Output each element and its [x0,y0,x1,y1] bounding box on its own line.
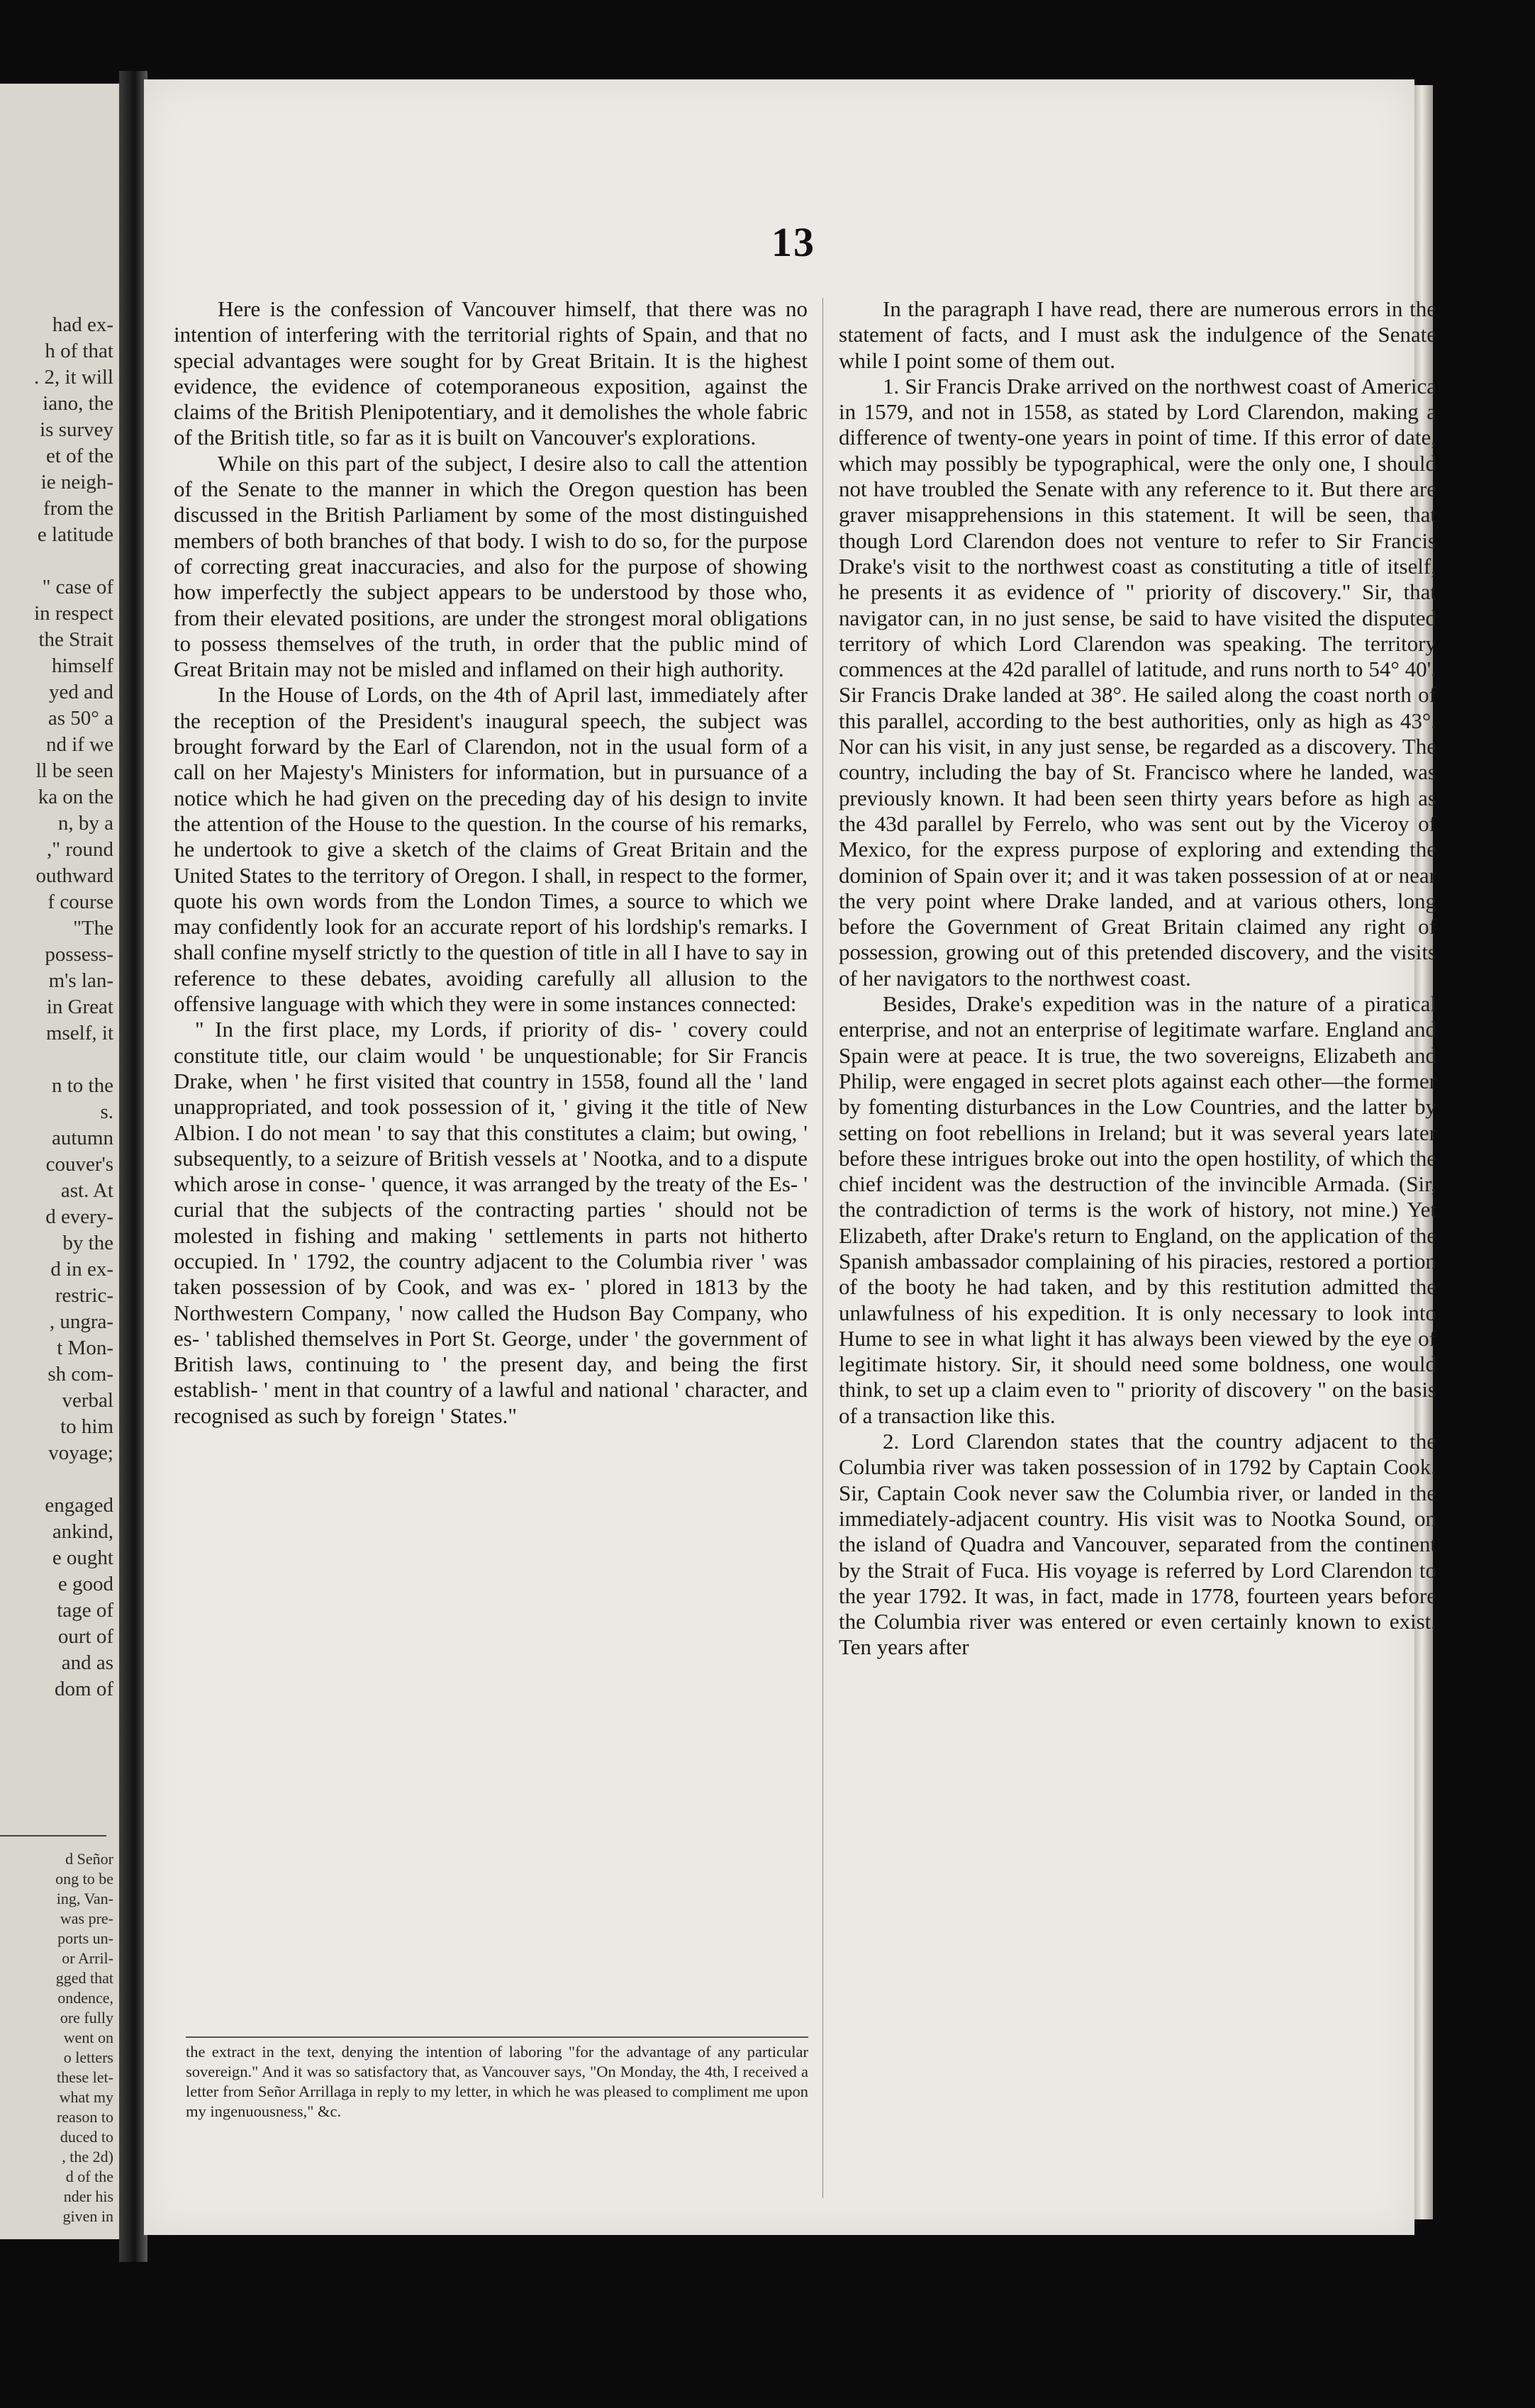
left-page-footnote-line: d Señor [65,1850,113,1868]
left-page-line: ka on the [38,786,113,808]
right-column [839,296,1436,1661]
left-page-footnote-line: ports un- [57,1929,113,1947]
left-page-line: e ought [52,1546,113,1569]
book-gutter [119,71,147,2262]
left-page-line: d every- [45,1205,113,1228]
left-page-footnote-line: nder his [63,2187,113,2205]
left-page-line: "The [73,917,113,940]
left-page-line: autumn [52,1127,113,1149]
left-page-line: s. [100,1100,113,1123]
left-page-line: the Strait [38,628,113,651]
left-page-line: f course [48,891,113,913]
paragraph: 1. Sir Francis Drake arrived on the northwest coast of America in 1579, and not in 1558, as stated by Lord Clarendon, making a difference of twenty-one years in point of time. If this error of date, which may possibly be typographical, were the only one, I should not have troubled the Senate with any reference to it. But there are graver misapprehensions in this statement. It will be seen, that though Lord Clarendon does not venture to refer to Sir Francis Drake's visit to the northwest coast as constituting a title of itself, he presents it as evidence of " priority of discovery." Sir, that navigator can, in no just sense, be said to have visited the disputed territory of which Lord Clarendon was speaking. The territory commences at the 42d parallel of latitude, and runs north to 54° 40'. Sir Francis Drake landed at 38°. He sailed along the coast north of this parallel, according to the best authorities, only as high as 43°. Nor can his visit, in any just sense, be regarded as a discovery. The country, including the bay of St. Francisco where he landed, was previously known. It had been seen thirty years before as high as the 43d parallel by Ferrelo, who was sent out by the Viceroy of Mexico, for the express purpose of exploring and extending the dominion of Spain over it; and it was taken possession of at or near the very point where Drake landed, and at various others, long before the Government of Great Britain claimed any right of possession, growing out of this pretended discovery, and the visits of her navigators to the northwest coast. [839,373,1436,991]
page-number: 13 [771,219,815,265]
left-page-footnote-line: these let- [56,2068,113,2086]
left-page-footnote-rule [0,1835,106,1836]
left-page-line: m's lan- [48,969,113,992]
footnote-rule [186,2036,808,2038]
left-page-line: had ex- [52,313,113,336]
left-page-line: is survey [40,418,113,441]
paragraph: Here is the confession of Vancouver himself, that there was no intention of interfering with the territorial rights of Spain, and that no special advantages were sought for by Great Britain. It is the highest evidence, the evidence of cotemporaneous exposition, against the claims of the British Plenipotentiary, and it demolishes the whole fabric of the British title, so far as it is built on Vancouver's explorations. [174,296,808,450]
left-page-line: nd if we [45,733,113,756]
left-page-line: ie neigh- [40,471,113,494]
left-page-footnote-line: o letters [63,2049,113,2066]
left-page-footnote-line: went on [63,2029,113,2046]
left-page-line: e good [57,1573,113,1595]
left-page-line: n, by a [57,812,113,835]
paragraph: While on this part of the subject, I desire also to call the attention of the Senate to the manner in which the Oregon question has been discussed in the British Parliament by some of the most distinguished members of both branches of that body. I wish to do so, for the purpose of correcting great inaccuracies, and also for the purpose of showing how imperfectly the subject appears to be understood by those who, from their elevated positions, are under the strongest moral obligations to possess themselves of the truth, in order that the public mind of Great Britain may not be misled and inflamed on their high authority. [174,450,808,682]
left-page-line: e latitude [37,523,113,546]
left-page-footnote-line: gged that [55,1969,113,1987]
left-page-footnote-line: d of the [65,2168,113,2185]
column-divider [822,298,823,2198]
left-page-footnote-line: what my [59,2088,113,2106]
left-page-footnote-line: or Arril- [62,1949,113,1967]
left-page-line: himself [52,654,113,677]
left-page-line: , ungra- [49,1310,113,1333]
left-page-line: verbal [62,1389,113,1412]
left-page-footnote-line: , the 2d) [62,2148,113,2165]
left-page-line: yed and [49,681,113,703]
left-page-line: mself, it [45,1022,113,1044]
left-page-footnote-line: duced to [60,2128,113,2146]
left-page-line: ourt of [57,1625,113,1648]
left-page-footnote-line: reason to [56,2108,113,2126]
left-page-line: and as [61,1651,113,1674]
left-page-line: as 50° a [48,707,113,730]
paragraph: In the paragraph I have read, there are numerous errors in the statement of facts, and I must ask the indulgence of the Senate while I point some of them out. [839,296,1436,373]
left-page-line: ankind, [52,1520,113,1543]
left-page-line: iano, the [43,392,113,415]
left-page-line: tage of [57,1599,113,1622]
left-column [174,296,808,1429]
left-page-line: ll be seen [35,759,113,782]
left-page-line: from the [43,497,113,520]
left-page-line: to him [60,1415,113,1438]
left-page-line: ," round [47,838,113,861]
left-page-line: ast. At [60,1179,113,1202]
left-page-footnote-line: ondence, [57,1989,113,2007]
left-page-line: dom of [55,1678,113,1700]
left-page-line: h of that [45,340,113,362]
left-page-line: possess- [45,943,113,966]
left-page-footnote-line: given in [62,2207,113,2225]
left-page-line: by the [62,1232,113,1254]
left-page-line: couver's [45,1153,113,1176]
left-page-line: voyage; [48,1442,113,1464]
left-page-line: . 2, it will [34,366,113,389]
left-page-line: et of the [45,445,113,467]
left-page-footnote-line: ong to be [55,1870,113,1888]
paragraph: In the House of Lords, on the 4th of April last, immediately after the reception of the President's inaugural speech, the subject was brought forward by the Earl of Clarendon, not in the usual form of a call on her Majesty's Ministers for information, but in pursuance of a notice which he had given on the preceding day of his design to invite the attention of the House to the question. In the course of his remarks, he undertook to give a sketch of the claims of Great Britain and the United States to the territory of Oregon. I shall, in respect to the former, quote his own words from the London Times, a source to which we may confidently look for an accurate report of his lordship's remarks. I shall confine myself strictly to the question of title in all I have to say in reference to these debates, avoiding carefully all allusion to the offensive language with which they were in some instances connected: [174,682,808,1017]
left-page-line: engaged [45,1494,113,1517]
left-page-line: in Great [46,996,113,1018]
paragraph: Besides, Drake's expedition was in the nature of a piratical enterprise, and not an enterprise of legitimate warfare. England and Spain were at peace. It is true, the two sovereigns, Elizabeth and Philip, were engaged in secret plots against each other—the former by fomenting disturbances in the Low Countries, and the latter by setting on foot rebellions in Ireland; but it was several years later before these intrigues broke out into the open hostility, of which the chief incident was the destruction of the invincible Armada. (Sir, the contradiction of terms is the work of history, not mine.) Yet Elizabeth, after Drake's return to England, on the application of the Spanish ambassador complaining of his piracies, restored a portion of the booty he had taken, and by this restitution admitted the unlawfulness of his expedition. It is only necessary to look into Hume to see in what light it has always been viewed by the eye of legitimate history. Sir, it should need some boldness, one would think, to set up a claim even to " priority of discovery " on the basis of a transaction like this. [839,991,1436,1428]
left-page-footnote-line: was pre- [60,1910,113,1927]
left-page-footnote-line: ore fully [60,2009,113,2027]
left-page-line: outhward [35,864,113,887]
footnote: the extract in the text, denying the intention of laboring "for the advantage of any particular sovereign." And it was so satisfactory that, as Vancouver says, "On Monday, the 4th, I received a letter from Señor Arrillaga in reply to my letter, in which he was pleased to compliment me upon my ingenuousness," &c. [186,2043,808,2120]
left-page-line: t Mon- [57,1337,113,1359]
left-page-line: sh com- [48,1363,113,1386]
left-page-footnote-line: ing, Van- [56,1890,113,1907]
left-page-line: d in ex- [50,1258,113,1281]
left-page-line: " case of [42,576,113,598]
adjacent-left-page [0,84,119,2239]
block-quote: " In the first place, my Lords, if priority of dis- ' covery could constitute title, our claim would ' be unquestionable; for Sir Francis Drake, when ' he first visited that country in 1558, found all the ' land unappropriated, and took possession of it, ' giving it the title of New Albion. I do not mean ' to say that this constitutes a claim; but owing, ' subsequently, to a seizure of British vessels at ' Nootka, and to a dispute which arose in conse- ' quence, it was arranged by the treaty of the Es- ' curial that the subjects of the contracting parties ' should not be molested in fishing and making ' settlements in parts not hitherto occupied. In ' 1792, the country adjacent to the Columbia river ' was taken possession of by Cook, and was ex- ' plored in 1813 by the Northwestern Company, ' now called the Hudson Bay Company, who es- ' tablished themselves in Port St. George, under ' the government of British laws, continuing to ' the present day, and being the first establish- ' ment in that country of a lawful and national ' character, and recognised as such by foreign ' States." [174,1017,808,1428]
left-page-line: n to the [52,1074,113,1097]
paragraph: 2. Lord Clarendon states that the country adjacent to the Columbia river was taken possession of in 1792 by Captain Cook. Sir, Captain Cook never saw the Columbia river, or landed in the immediately-adjacent country. His visit was to Nootka Sound, on the island of Quadra and Vancouver, separated from the continent by the Strait of Fuca. His voyage is referred by Lord Clarendon to the year 1792. It was, in fact, made in 1778, fourteen years before the Columbia river was entered or even certainly known to exist. Ten years after [839,1429,1436,1660]
left-page-line: restric- [55,1284,113,1307]
left-page-line: in respect [34,602,113,625]
